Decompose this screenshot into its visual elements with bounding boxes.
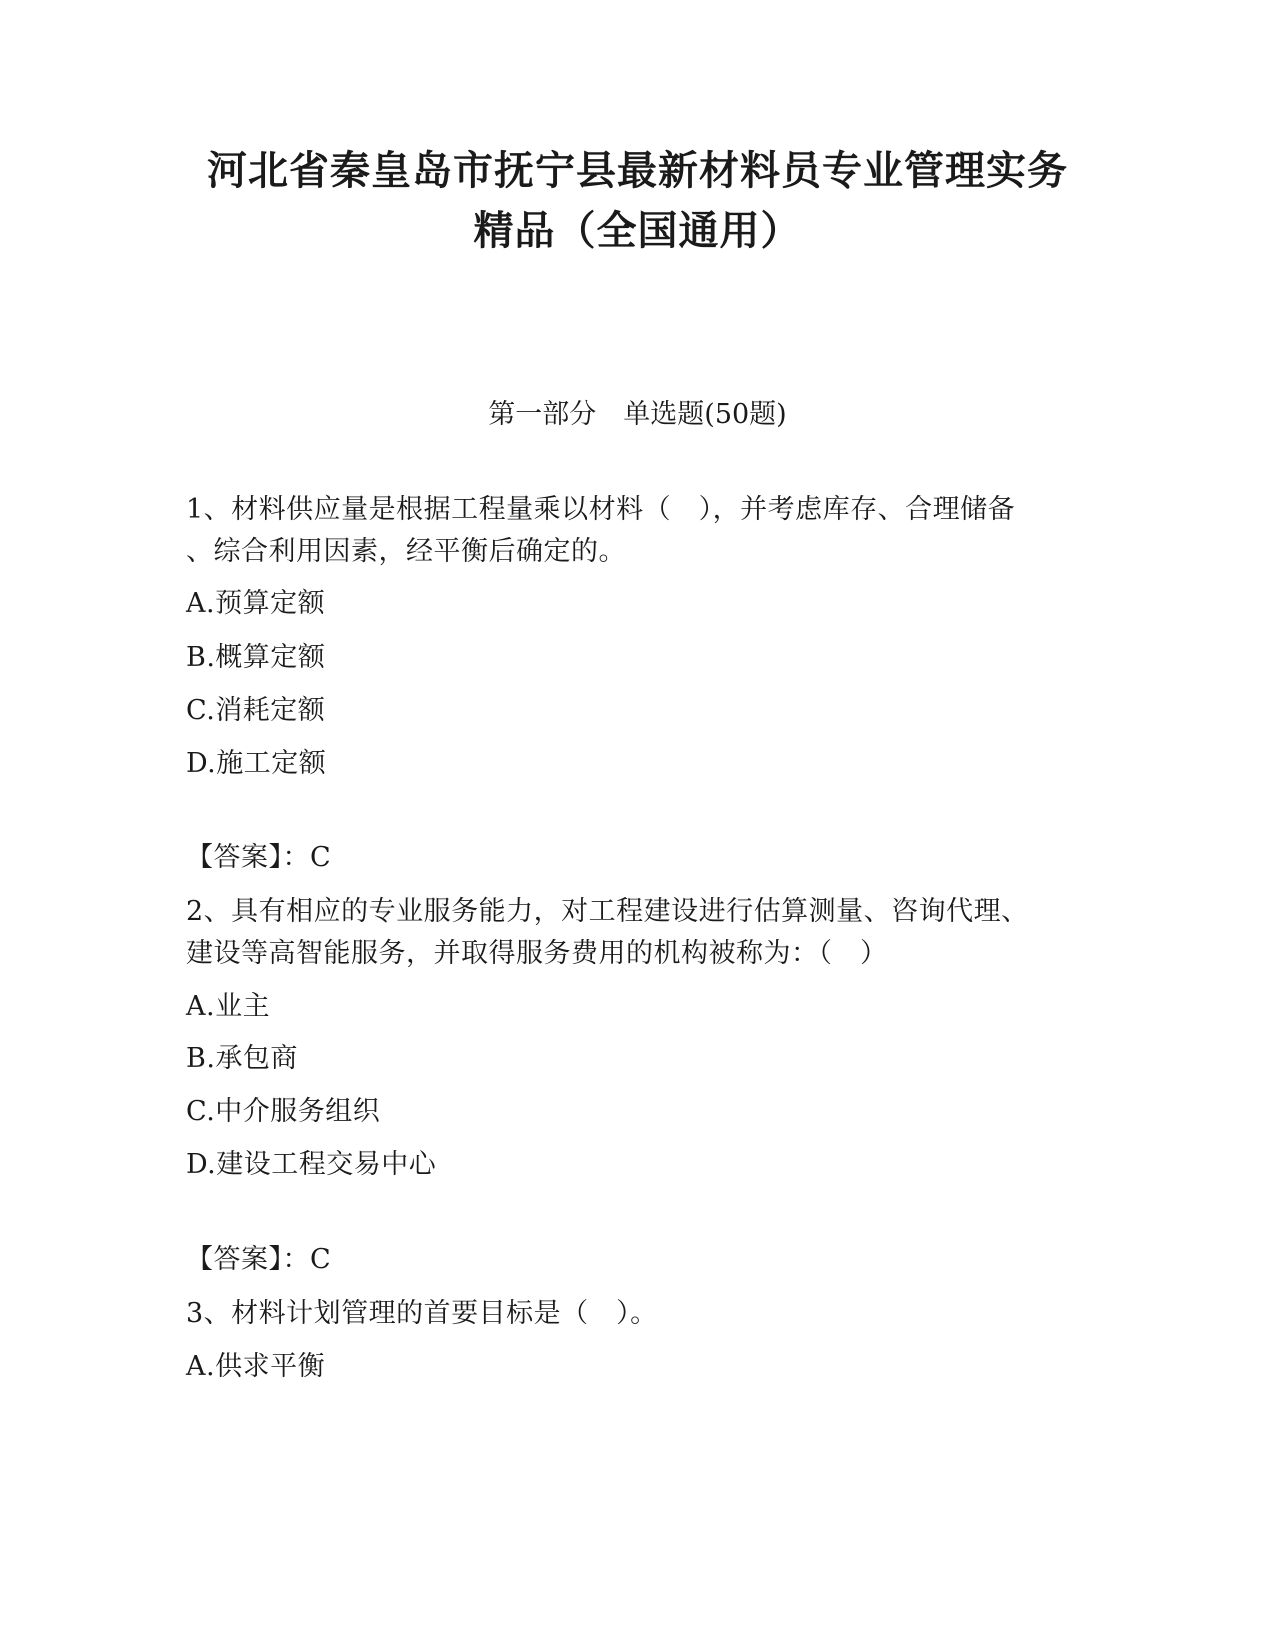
answer-line: 【答案】：C: [186, 1244, 332, 1275]
option-a: A.供求平衡: [186, 1351, 326, 1382]
option-c: C.消耗定额: [186, 695, 326, 726]
section-heading: 第一部分 单选题(50题): [488, 399, 787, 430]
document-title-line-2: 精品（全国通用）: [473, 208, 802, 254]
answer-line: 【答案】：C: [186, 842, 332, 873]
option-a: A.预算定额: [186, 588, 326, 619]
option-b: B.承包商: [186, 1043, 298, 1074]
document-title-line-1: 河北省秦皇岛市抚宁县最新材料员专业管理实务: [207, 148, 1068, 194]
question-stem: 3、材料计划管理的首要目标是（ ）。: [186, 1298, 658, 1329]
question-stem: 建设等高智能服务，并取得服务费用的机构被称为：（ ）: [186, 938, 888, 969]
question-stem: 1、材料供应量是根据工程量乘以材料（ ），并考虑库存、合理储备: [186, 494, 1016, 525]
option-d: D.建设工程交易中心: [186, 1149, 437, 1180]
option-a: A.业主: [186, 991, 271, 1022]
question-stem: 2、具有相应的专业服务能力，对工程建设进行估算测量、咨询代理、: [186, 896, 1029, 927]
option-d: D.施工定额: [186, 748, 327, 779]
option-b: B.概算定额: [186, 642, 326, 673]
option-c: C.中介服务组织: [186, 1096, 381, 1127]
question-stem: 、综合利用因素，经平衡后确定的。: [186, 536, 626, 567]
